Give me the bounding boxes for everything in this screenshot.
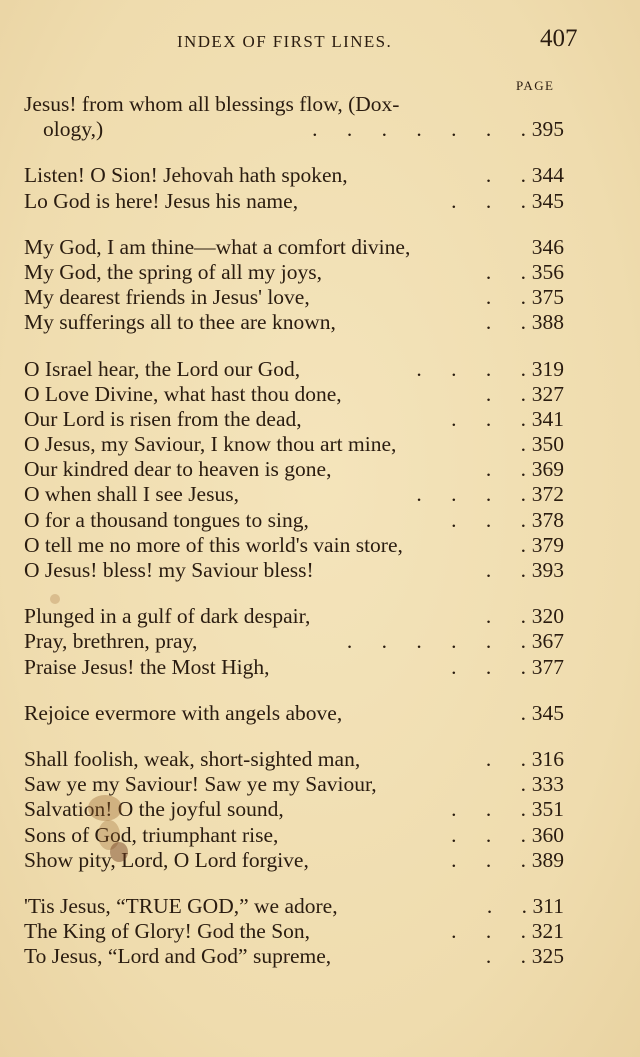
first-line-text: Shall foolish, weak, short-sighted man, — [24, 746, 361, 771]
index-entry — [24, 508, 564, 533]
index-entry — [24, 117, 564, 142]
index-entry — [24, 92, 564, 117]
first-line-text: My God, I am thine—what a comfort divine, — [24, 234, 411, 259]
leader-dots: . . — [485, 746, 526, 771]
leader-dots: . . . — [451, 919, 526, 944]
leader-dots: . . . — [451, 822, 526, 847]
index-entry — [24, 533, 564, 558]
first-line-text: Pray, brethren, pray, — [24, 629, 198, 654]
page-reference: 388 — [531, 310, 564, 335]
index-group — [24, 894, 564, 970]
page-reference: 341 — [531, 406, 564, 431]
index-entry — [24, 772, 564, 797]
page-reference: 379 — [531, 532, 564, 557]
first-line-text: The King of Glory! God the Son, — [24, 919, 311, 944]
leader-dots: . — [520, 432, 526, 457]
first-line-text: My sufferings all to thee are known, — [24, 310, 336, 335]
first-line-text: O Israel hear, the Lord our God, — [24, 356, 301, 381]
index-group — [24, 163, 564, 213]
page-reference: 346 — [531, 234, 564, 259]
first-line-text: Our Lord is risen from the dead, — [24, 406, 302, 431]
first-line-text: To Jesus, “Lord and God” supreme, — [24, 944, 332, 969]
leader-dots: . . . — [451, 797, 526, 822]
leader-dots: . . . . — [416, 482, 526, 507]
index-entry — [24, 432, 564, 457]
index-entry — [24, 629, 564, 654]
first-line-text: Show pity, Lord, O Lord forgive, — [24, 847, 309, 872]
leader-dots: . . — [485, 604, 526, 629]
leader-dots: . . . . . . — [346, 629, 526, 654]
index-group — [24, 357, 564, 584]
page-reference: 344 — [531, 163, 564, 188]
index-entry — [24, 357, 564, 382]
leader-dots: . . — [485, 381, 526, 406]
index-group — [24, 92, 564, 142]
first-line-text: O Jesus! bless! my Saviour bless! — [24, 558, 314, 582]
first-line-text: Sons of God, triumphant rise, — [24, 822, 279, 847]
leader-dots: . . — [485, 163, 526, 188]
index-entry — [24, 163, 564, 188]
leader-dots: . . — [486, 893, 527, 918]
page-reference: 350 — [531, 432, 564, 457]
page-number: 407 — [540, 25, 578, 52]
leader-dots: . . . — [451, 847, 526, 872]
page-reference: 311 — [532, 893, 564, 918]
leader-dots: . . — [485, 259, 526, 284]
page-reference: 378 — [531, 507, 564, 532]
index-entry — [24, 848, 564, 873]
index-group — [24, 701, 564, 726]
first-line-text: O Love Divine, what hast thou done, — [24, 381, 342, 406]
first-line-text: O for a thousand tongues to sing, — [24, 507, 309, 532]
page-reference: 327 — [531, 381, 564, 406]
page-header — [22, 25, 578, 58]
first-line-text: Listen! O Sion! Jehovah hath spoken, — [24, 163, 348, 188]
page-reference: 345 — [531, 188, 564, 213]
first-line-text: Our kindred dear to heaven is gone, — [24, 457, 332, 482]
page-reference: 369 — [531, 457, 564, 482]
page-reference: 360 — [531, 822, 564, 847]
index-of-first-lines — [24, 92, 564, 990]
index-entry — [24, 407, 564, 432]
page-reference: 321 — [531, 919, 564, 944]
leader-dots: . — [520, 532, 526, 557]
index-entry — [24, 189, 564, 214]
first-line-text: O Jesus, my Saviour, I know thou art mine, — [24, 432, 397, 457]
leader-dots: . . . . — [416, 356, 526, 381]
first-line-text: Lo God is here! Jesus his name, — [24, 188, 299, 213]
page-reference: 377 — [531, 654, 564, 679]
page-reference: 319 — [531, 356, 564, 381]
index-entry — [24, 310, 564, 335]
index-entry — [24, 701, 564, 726]
page-reference: 393 — [531, 558, 564, 582]
first-line-text: Rejoice evermore with angels above, — [24, 700, 343, 725]
index-entry — [24, 260, 564, 285]
page-reference: 345 — [531, 700, 564, 725]
index-group — [24, 747, 564, 873]
index-entry — [24, 604, 564, 629]
index-group — [24, 235, 564, 336]
first-line-text: Jesus! from whom all blessings flow, (Dox- — [24, 92, 400, 116]
first-line-text: Praise Jesus! the Most High, — [24, 654, 270, 679]
first-line-text: O when shall I see Jesus, — [24, 482, 239, 507]
leader-dots: . . — [485, 457, 526, 482]
leader-dots: . . . — [451, 507, 526, 532]
leader-dots: . — [520, 700, 526, 725]
page-reference: 389 — [531, 847, 564, 872]
leader-dots: . . — [485, 558, 526, 582]
leader-dots: . — [520, 772, 526, 797]
leader-dots: . . — [485, 285, 526, 310]
first-line-text: ology,) — [43, 117, 104, 142]
page-reference: 316 — [531, 746, 564, 771]
page-reference: 367 — [531, 629, 564, 654]
running-title: INDEX OF FIRST LINES. — [177, 32, 393, 51]
index-entry — [24, 457, 564, 482]
index-entry — [24, 558, 564, 583]
leader-dots: . . — [485, 310, 526, 335]
page-reference: 351 — [531, 797, 564, 822]
index-entry — [24, 797, 564, 822]
page-column-label: PAGE — [516, 78, 555, 93]
page-reference: 356 — [531, 259, 564, 284]
first-line-text: Plunged in a gulf of dark despair, — [24, 604, 311, 629]
leader-dots: . . . — [451, 654, 526, 679]
leader-dots: . . . — [451, 188, 526, 213]
index-entry — [24, 655, 564, 680]
page-reference: 395 — [531, 117, 564, 142]
index-entry — [24, 823, 564, 848]
leader-dots: . . . . . . . — [312, 117, 526, 142]
first-line-text: My dearest friends in Jesus' love, — [24, 285, 310, 310]
first-line-text: O tell me no more of this world's vain store, — [24, 532, 403, 557]
index-entry — [24, 382, 564, 407]
index-entry — [24, 919, 564, 944]
index-entry — [24, 747, 564, 772]
page-reference: 333 — [531, 772, 564, 797]
index-entry — [24, 482, 564, 507]
index-entry — [24, 944, 564, 969]
page-reference: 325 — [531, 944, 564, 969]
leader-dots: . . . — [451, 406, 526, 431]
index-entry — [24, 285, 564, 310]
first-line-text: 'Tis Jesus, “TRUE GOD,” we adore, — [24, 893, 338, 918]
page-reference: 375 — [531, 285, 564, 310]
page-reference: 320 — [531, 604, 564, 629]
index-entry — [24, 235, 564, 260]
index-group — [24, 604, 564, 680]
first-line-text: Saw ye my Saviour! Saw ye my Saviour, — [24, 772, 377, 797]
page-reference: 372 — [531, 482, 564, 507]
first-line-text: My God, the spring of all my joys, — [24, 259, 322, 284]
first-line-text: Salvation! O the joyful sound, — [24, 797, 284, 822]
index-entry — [24, 894, 564, 919]
leader-dots: . . — [485, 944, 526, 969]
